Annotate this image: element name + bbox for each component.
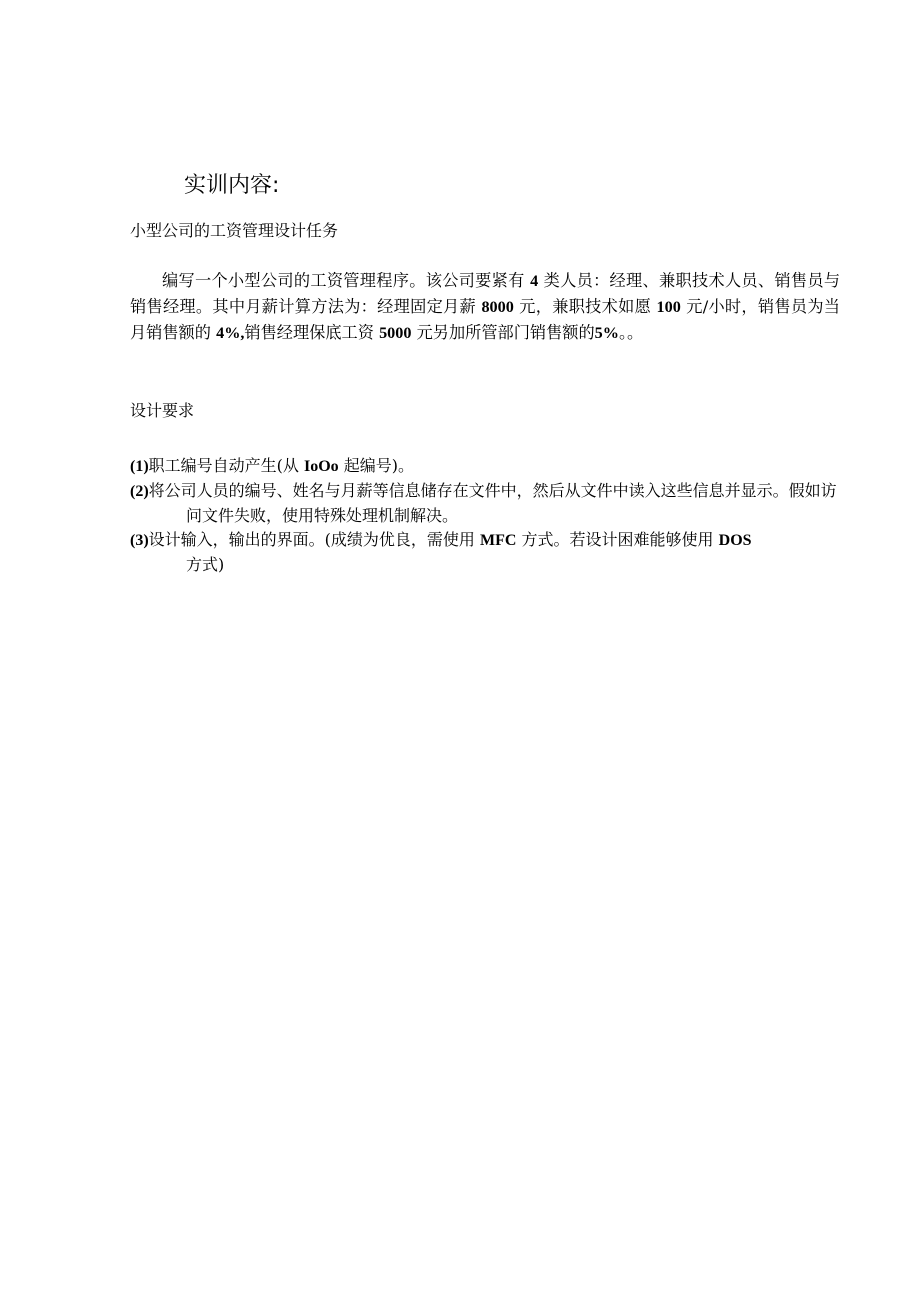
intro-number-1: 4	[530, 272, 539, 290]
intro-number-6: 5%	[594, 324, 619, 342]
section-heading: 实训内容:	[184, 173, 280, 198]
requirement-emphasis: MFC	[480, 532, 517, 549]
requirement-text: 设计输入，输出的界面。(成绩为优良，需使用	[148, 530, 475, 549]
requirement-text: 方式。若设计困难能够使用	[521, 530, 714, 549]
intro-text-1: 编写一个小型公司的工资管理程序。该公司要紧有	[162, 271, 525, 290]
intro-number-4: 4%,	[216, 324, 245, 342]
requirement-text: 方式)	[186, 555, 225, 574]
intro-text-4: 元/小时，销售员为当月销售额的	[130, 297, 840, 342]
intro-text-6: 元另加所管部门销售额的	[416, 323, 595, 342]
intro-number-5: 5000	[379, 324, 412, 342]
requirement-number: (2)	[130, 483, 149, 500]
intro-text-2: 类人员：经理、兼职技术人员、销售员与销售经理。其中月薪计算方法为：经理固定月薪	[130, 271, 841, 316]
intro-number-3: 100	[656, 298, 681, 316]
requirement-item-2	[130, 479, 842, 528]
requirement-text: 起编号)。	[343, 456, 415, 475]
requirement-text: 将公司人员的编号、姓名与月薪等信息储存在文件中，然后从文件中读入这些信息并显示。假如访问文件失败，使用特殊处理机制解决。	[148, 481, 837, 525]
requirements-list	[130, 454, 842, 577]
requirement-number: (1)	[130, 458, 149, 475]
intro-number-2: 8000	[481, 298, 514, 316]
intro-text-7: 。。	[618, 323, 644, 342]
requirement-emphasis: IoOo	[304, 458, 339, 475]
requirement-number: (3)	[130, 532, 149, 549]
intro-text-3: 元，兼职技术如愿	[519, 297, 652, 316]
requirements-title: 设计要求	[130, 401, 195, 420]
requirement-emphasis: DOS	[718, 532, 752, 549]
requirement-item-1	[130, 454, 842, 479]
requirement-item-3	[130, 528, 842, 577]
intro-text-5: 销售经理保底工资	[244, 323, 374, 342]
task-title: 小型公司的工资管理设计任务	[130, 221, 339, 240]
requirement-text: 职工编号自动产生(从	[148, 456, 299, 475]
intro-paragraph	[130, 268, 840, 346]
